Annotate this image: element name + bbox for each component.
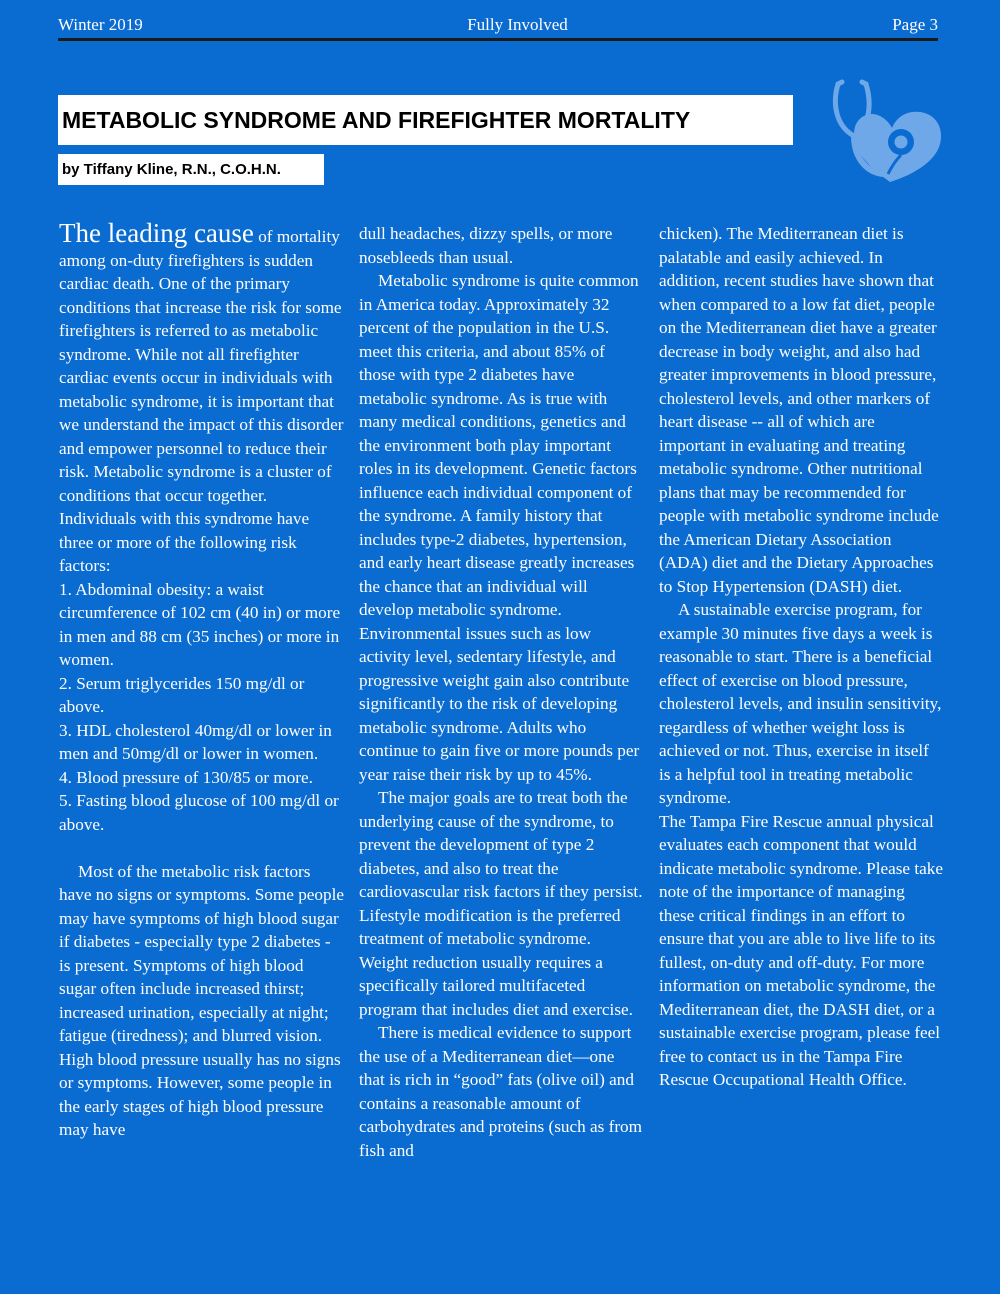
header-rule (58, 38, 938, 41)
text-column-3 (659, 222, 944, 1092)
lead-words: The leading cause (59, 218, 254, 248)
newsletter-name: Fully Involved (467, 15, 568, 34)
paragraph-symptoms-part2: dull headaches, dizzy spells, or more nosebleeds than usual. (359, 224, 613, 267)
article-title-box (58, 95, 793, 145)
page-header (58, 12, 938, 38)
intro-text: of mortality among on-duty firefighters is sudden cardiac death. One of the primary conditions that increase the risk for some firefighters is referred to as metabolic syndrome. While not all firefighter cardiac events occur in individuals with metabolic syndrome, it is important that we understand the impact of this disorder and empower personnel to reduce their risk. Metabolic syndrome is a cluster of conditions that occur together. Individuals with this syndrome have three or more of the following risk factors: (59, 227, 344, 575)
risk-factor-2: 2. Serum triglycerides 150 mg/dl or above. (59, 673, 305, 716)
text-column-2 (359, 222, 644, 1162)
text-column-1 (59, 218, 345, 1142)
stethoscope-heart-icon (828, 74, 948, 192)
paragraph-intro (59, 218, 344, 578)
page-number: Page 3 (892, 15, 938, 34)
risk-factor-5: 5. Fasting blood glucose of 100 mg/dl or above. (59, 791, 339, 834)
paragraph-mediterranean-part2: chicken). The Mediterranean diet is palatable and easily achieved. In addition, recent studies have shown that when compared to a low fat diet, people on the Mediterranean diet have a greater decrease in body weight, and also had greater improvements in blood pressure, cholesterol levels, and other markers of heart disease -- all of which are important in evaluating and treating metabolic syndrome. Other nutritional plans that may be recommended for people with metabolic syndrome include the American Dietary Association (ADA) diet and the Dietary Approaches to Stop Hypertension (DASH) diet. (659, 224, 939, 596)
risk-factor-3: 3. HDL cholesterol 40mg/dl or lower in men and 50mg/dl or lower in women. (59, 720, 332, 763)
paragraph-gap (59, 836, 344, 860)
paragraph-goals: The major goals are to treat both the underlying cause of the syndrome, to prevent the development of type 2 diabetes, and also to treat the cardiovascular risk factors if they persist. Lifestyle modification is the preferred treatment of metabolic syndrome. Weight reduction usually requires a specifically tailored multifaceted program that includes diet and exercise. (359, 788, 643, 1019)
issue-date: Winter 2019 (58, 15, 143, 34)
article-title: METABOLIC SYNDROME AND FIREFIGHTER MORTALITY (62, 106, 691, 133)
paragraph-exercise: A sustainable exercise program, for example 30 minutes five days a week is reasonable to start. There is a beneficial effect of exercise on blood pressure, cholesterol levels, and insulin sensitivity, regardless of whether weight loss is achieved or not. Thus, exercise in itself is a helpful tool in treating metabolic syndrome. (659, 600, 942, 807)
byline-box (58, 154, 324, 185)
risk-factor-4: 4. Blood pressure of 130/85 or more. (59, 767, 313, 787)
paragraph-symptoms-part1: Most of the metabolic risk factors have no signs or symptoms. Some people may have symptoms of high blood sugar if diabetes - especially type 2 diabetes - is present. Symptoms of high blood sugar often include increased thirst; increased urination, especially at night; fatigue (tiredness); and blurred vision. High blood pressure usually has no signs or symptoms. However, some people in the early stages of high blood pressure may have (59, 861, 345, 1139)
paragraph-tampa: The Tampa Fire Rescue annual physical evaluates each component that would indicate metabolic syndrome. Please take note of the importance of managing these critical findings in an effort to ensure that you are able to live life to its fullest, on-duty and off-duty. For more information on metabolic syndrome, the Mediterranean diet, the DASH diet, or a sustainable exercise program, please feel free to contact us in the Tampa Fire Rescue Occupational Health Office. (659, 811, 943, 1089)
paragraph-mediterranean-part1: There is medical evidence to support the use of a Mediterranean diet—one that is rich in “good” fats (olive oil) and contains a reasonable amount of carbohydrates and proteins (such as from fish and (359, 1023, 643, 1160)
risk-factor-1: 1. Abdominal obesity: a waist circumference of 102 cm (40 in) or more in men and 88 cm (35 inches) or more in women. (59, 579, 341, 669)
paragraph-common: Metabolic syndrome is quite common in America today. Approximately 32 percent of the population in the U.S. meet this criteria, and about 85% of those with type 2 diabetes have metabolic syndrome. As is true with many medical conditions, genetics and the environment both play important roles in its development. Genetic factors influence each individual component of the syndrome. A family history that includes type-2 diabetes, hypertension, and early heart disease greatly increases the chance that an individual will develop metabolic syndrome. Environmental issues such as low activity level, sedentary lifestyle, and progressive weight gain also contribute significantly to the risk of developing metabolic syndrome. Adults who continue to gain five or more pounds per year raise their risk by up to 45%. (359, 271, 640, 784)
article-byline: by Tiffany Kline, R.N., C.O.H.N. (62, 161, 281, 178)
